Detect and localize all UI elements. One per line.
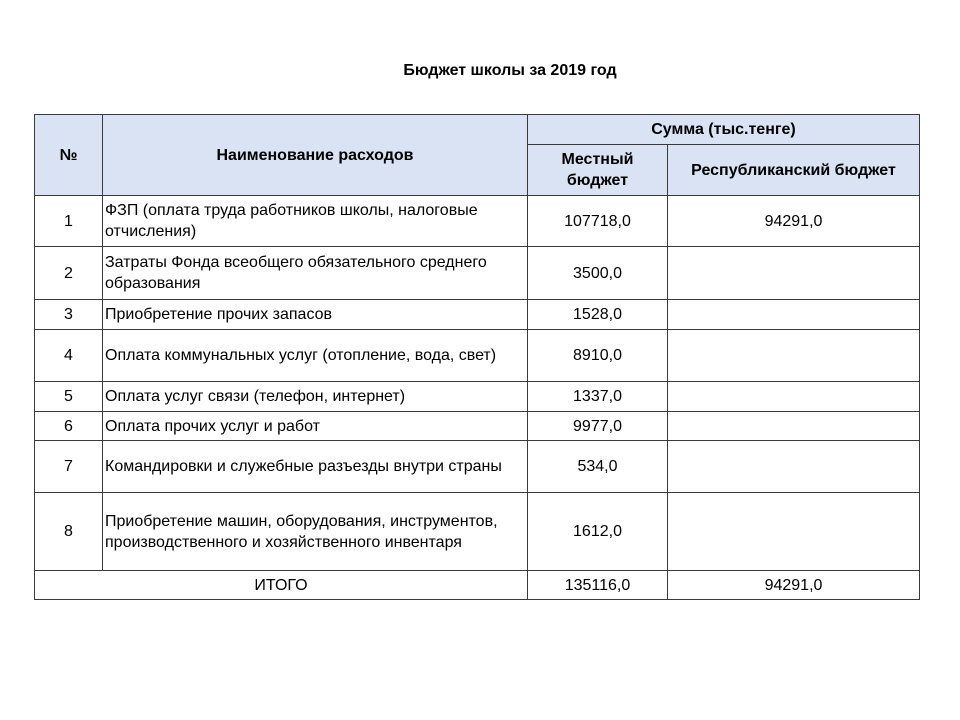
table-row bbox=[35, 247, 920, 300]
expense-name: Командировки и служебные разъезды внутри страны bbox=[103, 441, 528, 493]
expense-name: Приобретение машин, оборудования, инструментов, производственного и хозяйственного инвентаря bbox=[103, 493, 528, 571]
republic-amount bbox=[668, 412, 920, 441]
republic-amount bbox=[668, 493, 920, 571]
row-number: 2 bbox=[35, 247, 103, 300]
row-number: 8 bbox=[35, 493, 103, 571]
republic-amount bbox=[668, 247, 920, 300]
expense-name: Затраты Фонда всеобщего обязательного среднего образования bbox=[103, 247, 528, 300]
row-number: 4 bbox=[35, 330, 103, 382]
total-republic-amount: 94291,0 bbox=[668, 571, 920, 600]
expense-name: ФЗП (оплата труда работников школы, налоговые отчисления) bbox=[103, 196, 528, 247]
local-amount: 107718,0 bbox=[528, 196, 668, 247]
local-amount: 3500,0 bbox=[528, 247, 668, 300]
republic-amount bbox=[668, 441, 920, 493]
row-number: 1 bbox=[35, 196, 103, 247]
page-title: Бюджет школы за 2019 год bbox=[403, 62, 617, 79]
budget-table bbox=[34, 114, 920, 600]
table-row bbox=[35, 441, 920, 493]
republic-amount bbox=[668, 300, 920, 330]
expense-name: Оплата услуг связи (телефон, интернет) bbox=[103, 382, 528, 412]
header-republic-budget: Республиканский бюджет bbox=[668, 145, 920, 196]
local-amount: 1612,0 bbox=[528, 493, 668, 571]
table-row bbox=[35, 382, 920, 412]
total-row bbox=[35, 571, 920, 600]
republic-amount bbox=[668, 330, 920, 382]
row-number: 6 bbox=[35, 412, 103, 441]
expense-name: Приобретение прочих запасов bbox=[103, 300, 528, 330]
row-number: 3 bbox=[35, 300, 103, 330]
header-sum-group: Сумма (тыс.тенге) bbox=[528, 115, 920, 145]
table-row bbox=[35, 330, 920, 382]
header-row bbox=[35, 115, 920, 145]
local-amount: 1337,0 bbox=[528, 382, 668, 412]
local-amount: 8910,0 bbox=[528, 330, 668, 382]
table-row bbox=[35, 412, 920, 441]
expense-name: Оплата коммунальных услуг (отопление, вода, свет) bbox=[103, 330, 528, 382]
local-amount: 534,0 bbox=[528, 441, 668, 493]
republic-amount bbox=[668, 382, 920, 412]
header-local-budget: Местный бюджет bbox=[528, 145, 668, 196]
table-row bbox=[35, 300, 920, 330]
expense-name: Оплата прочих услуг и работ bbox=[103, 412, 528, 441]
row-number: 7 bbox=[35, 441, 103, 493]
local-amount: 9977,0 bbox=[528, 412, 668, 441]
republic-amount: 94291,0 bbox=[668, 196, 920, 247]
total-label: ИТОГО bbox=[35, 571, 528, 600]
header-num: № bbox=[35, 115, 103, 196]
total-local-amount: 135116,0 bbox=[528, 571, 668, 600]
table-row bbox=[35, 493, 920, 571]
table-row bbox=[35, 196, 920, 247]
header-name: Наименование расходов bbox=[103, 115, 528, 196]
local-amount: 1528,0 bbox=[528, 300, 668, 330]
row-number: 5 bbox=[35, 382, 103, 412]
